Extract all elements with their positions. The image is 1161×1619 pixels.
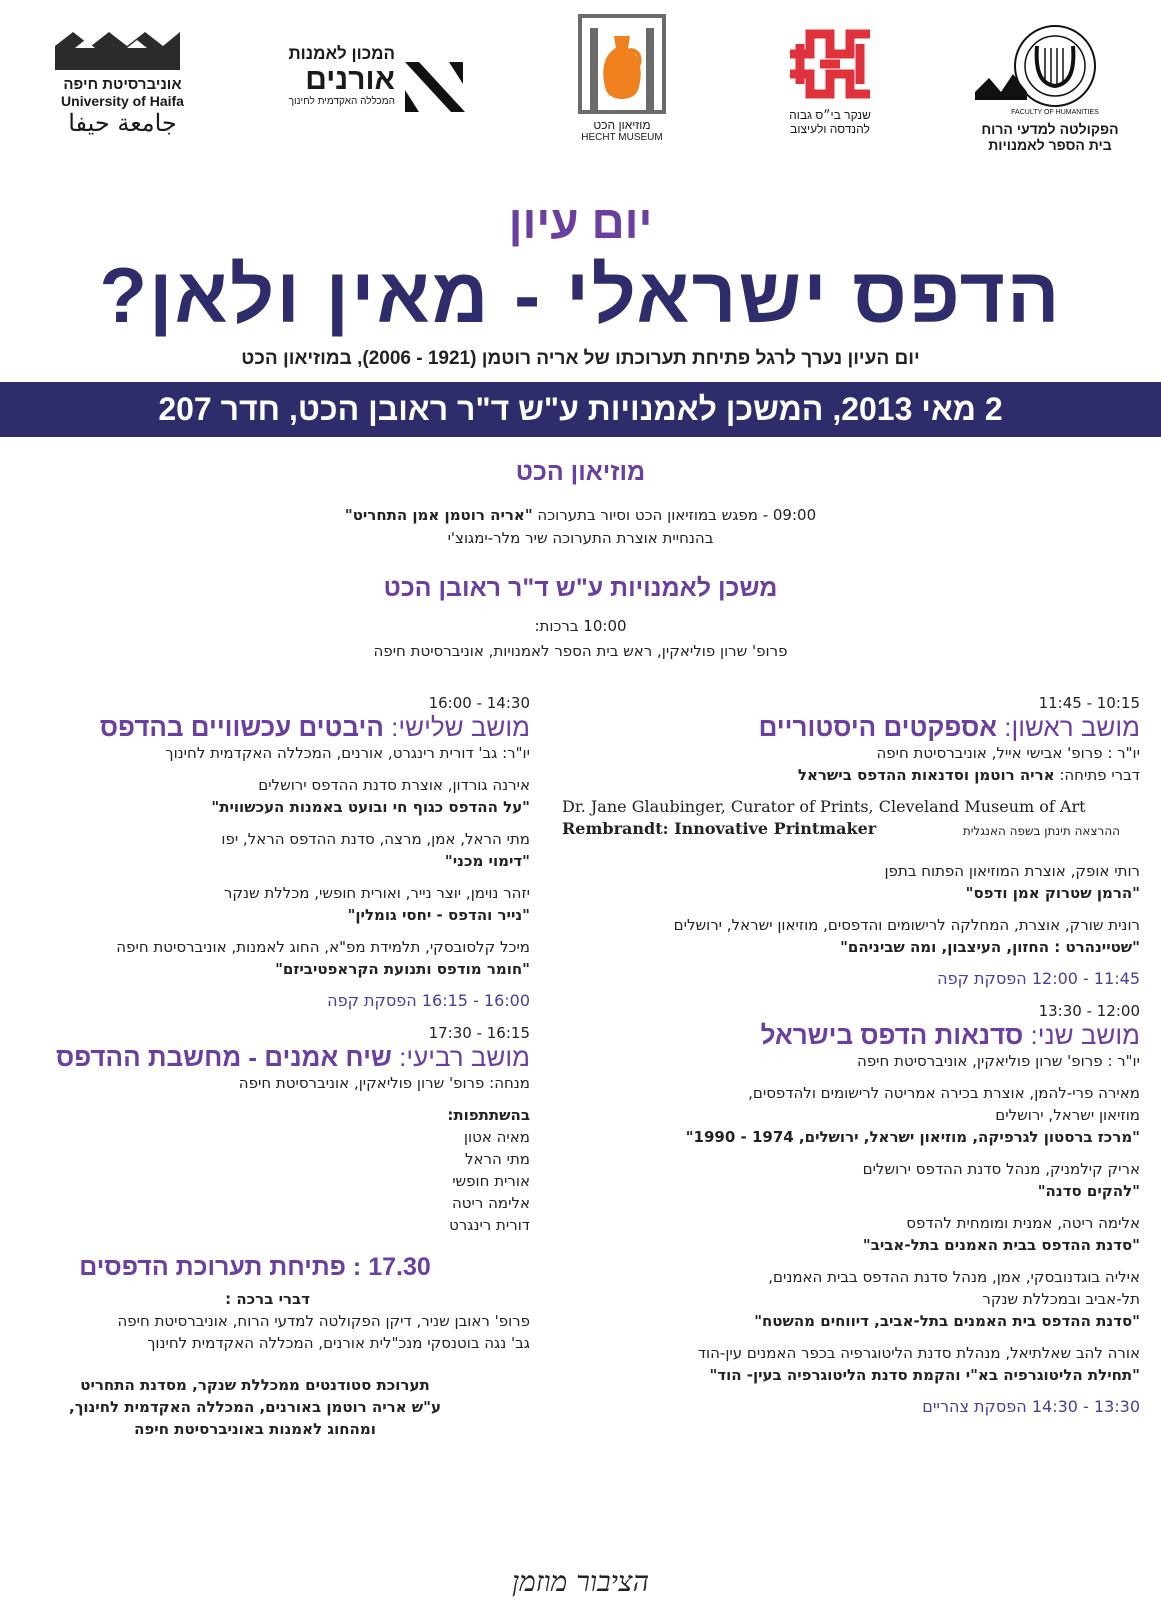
- students-line3: ומהחוג לאמנות באוניברסיטת חיפה: [134, 1420, 376, 1438]
- session2-title5: "תחילת הליטוגרפיה בא"י והקמת סדנת הליטוגרפיה בעין- הוד": [709, 1366, 1140, 1384]
- session4-moderator: מנחה: פרופ' שרון פוליאקין, אוניברסיטת חיפה: [238, 1074, 530, 1092]
- shenkar-knot-icon: [780, 24, 880, 104]
- greetings-label: דברי ברכה :: [225, 1290, 310, 1308]
- session1-en-row: [562, 818, 1140, 840]
- event-title: הדפס ישראלי - מאין ולאן?: [99, 251, 1062, 339]
- session1-title3: "שטיינהרט : החזון, העיצבון, ומה שביניהם": [840, 938, 1140, 956]
- session3-title: [20, 712, 530, 742]
- session2-speaker5: אורה להב שאלתיאל, מנהלת סדנת הליטוגרפיה בכפר האמנים עין-הוד: [697, 1344, 1140, 1362]
- museum-line1: [0, 506, 1161, 524]
- session3-title4: "חומר מודפס ותנועת הקראפטיביזם": [275, 960, 530, 978]
- mishkan-line2: פרופ' שרון פוליאקין, ראש בית הספר לאמנויות, אוניברסיטת חיפה: [373, 642, 788, 660]
- lunch-break: 13:30 - 14:30 הפסקת צהריים: [922, 1397, 1140, 1416]
- event-subtitle: יום עיון: [508, 196, 653, 248]
- oranim-logo: [255, 44, 475, 134]
- haifa-name-he: אוניברסיטת חיפה: [63, 76, 182, 93]
- session1-speaker2: רותי אופק, אוצרת המוזיאון הפתוח בתפן: [884, 862, 1140, 880]
- oranim-aleph-icon: [405, 62, 465, 112]
- session2-title4: "סדנת ההדפס בית האמנים בתל-אביב, דיווחים מהשטח": [754, 1312, 1140, 1330]
- session2-chair: יו"ר : פרופ' שרון פוליאקין, אוניברסיטת חיפה: [857, 1052, 1140, 1070]
- session3-chair: יו"ר: גב' דורית רינגרט, אורנים, המכללה האקדמית לחינוך: [165, 744, 530, 762]
- session1-en-speaker: Dr. Jane Glaubinger, Curator of Prints, Cleveland Museum of Art: [562, 797, 1086, 816]
- session3-speaker2: מתי הראל, אמן, מרצה, סדנת ההדפס הראל, יפו: [221, 830, 530, 848]
- haifa-name-ar: جامعة حيفا: [68, 109, 177, 137]
- participant: מתי הראל: [465, 1150, 530, 1168]
- session4-name: שיח אמנים - מחשבת ההדפס: [56, 1042, 392, 1072]
- coffee-break-1: 11:45 - 12:00 הפסקת קפה: [937, 969, 1140, 988]
- session3-label: מושב שלישי:: [383, 712, 530, 742]
- shenkar-line1: שנקר בי״ס גבוה: [789, 108, 871, 122]
- mishkan-heading: משכן לאמנויות ע"ש ד"ר ראובן הכט: [383, 574, 778, 602]
- session1-chair: יו"ר : פרופ' אבישי אייל, אוניברסיטת חיפה: [876, 744, 1140, 762]
- hecht-jug-icon: [578, 14, 666, 114]
- session1-speaker3: רונית שורק, אוצרת, המחלקה לרישומים והדפסים, מוזיאון ישראל, ירושלים: [673, 916, 1140, 934]
- session2-title3: "סדנת ההדפס בבית האמנים בתל-אביב": [862, 1236, 1140, 1254]
- session3-name: היבטים עכשוויים בהדפס: [99, 712, 384, 742]
- session2-speaker4a: איליה בוגדנובסקי, אמן, מנהל סדנת ההדפס בבית האמנים,: [768, 1268, 1140, 1286]
- footer-invitation: הציבור מוזמן: [511, 1565, 650, 1598]
- faculty-line2: בית הספר לאמנויות: [988, 137, 1112, 153]
- session1-title: [562, 712, 1140, 742]
- session4-label: מושב רביעי:: [391, 1042, 530, 1072]
- oranim-line2: אורנים: [305, 63, 395, 96]
- participant: אורית חופשי: [452, 1172, 530, 1190]
- session3-title2: "דימוי מכני": [444, 852, 530, 870]
- session2-time: 12:00 - 13:30: [1038, 1002, 1140, 1020]
- session1-opening: [562, 764, 1140, 786]
- session2-speaker1b: מוזיאון ישראל, ירושלים: [995, 1106, 1140, 1124]
- opening-heading: 17.30 : פתיחת תערוכת הדפסים: [79, 1253, 431, 1281]
- exhibition-title: "אריה רוטמן אמן התחריט": [344, 506, 533, 524]
- haifa-building-icon: [55, 24, 180, 72]
- session2-speaker2: אריק קילמניק, מנהל סדנת ההדפס ירושלים: [862, 1160, 1140, 1178]
- faculty-lyre-icon: [975, 22, 1125, 117]
- students-line2: ע"ש אריה רוטמן באורנים, המכללה האקדמית לחינוך,: [69, 1398, 441, 1416]
- faculty-en-text: FACULTY OF HUMANITIES: [1011, 109, 1099, 116]
- session2-speaker4b: תל-אביב ובמכללת שנקר: [982, 1290, 1140, 1308]
- participant: אלימה ריטה: [451, 1194, 530, 1212]
- oranim-line3: המכללה האקדמית לחינוך: [288, 96, 395, 107]
- session1-en-title: Rembrandt: Innovative Printmaker: [562, 819, 877, 838]
- museum-line1-text: 09:00 - מפגש במוזיאון הכט וסיור בתערוכה: [532, 506, 817, 524]
- coffee-break-2: 16:00 - 16:15 הפסקת קפה: [327, 991, 530, 1010]
- participants-label: בהשתתפות:: [447, 1106, 530, 1124]
- session3-title3: "נייר והדפס - יחסי גומלין": [347, 906, 530, 924]
- session2-title1: "מרכז ברסטון לגרפיקה, מוזיאון ישראל, ירושלים, 1974 - 1990": [685, 1128, 1140, 1146]
- faculty-line1: הפקולטה למדעי הרוח: [981, 121, 1119, 137]
- haifa-name-en: University of Haifa: [61, 93, 184, 109]
- participant: דורית רינגרט: [449, 1216, 530, 1234]
- greeting-1: פרופ' ראובן שניר, דיקן הפקולטה למדעי הרוח, אוניברסיטת חיפה: [117, 1312, 530, 1330]
- museum-heading: מוזיאון הכט: [515, 458, 646, 486]
- session1-time: 10:15 - 11:45: [1038, 694, 1140, 712]
- students-line1: תערוכת סטודנטים ממכללת שנקר, מסדנת התחריט: [80, 1376, 430, 1394]
- session4-time: 16:15 - 17:30: [428, 1024, 530, 1042]
- session1-opening-title: אריה רוטמן וסדנאות ההדפס בישראל: [797, 766, 1055, 784]
- museum-line2: בהנחיית אוצרת התערוכה שיר מלר-ימגוצ'י: [447, 529, 714, 547]
- right-column: [562, 692, 1140, 1418]
- session3-time: 14:30 - 16:00: [428, 694, 530, 712]
- hecht-logo: [578, 14, 666, 144]
- session3-speaker3: יזהר נוימן, יוצר נייר, ואורית חופשי, מכללת שנקר: [223, 884, 530, 902]
- participant: מאיה אטון: [463, 1128, 530, 1146]
- session2-speaker1a: מאירה פרי-להמן, אוצרת בכירה אמריטה לרישומים ולהדפסים,: [748, 1084, 1140, 1102]
- logos-row: [0, 14, 1161, 164]
- session1-name: אספקטים היסטוריים: [758, 712, 997, 742]
- session3-speaker4: מיכל קלסובסקי, תלמידת מפ"א, החוג לאמנות, אוניברסיטת חיפה: [116, 938, 530, 956]
- event-intro: יום העיון נערך לרגל פתיחת תערוכתו של אריה רוטמן (1921 - 2006), במוזיאון הכט: [241, 348, 920, 369]
- session2-label: מושב שני:: [1023, 1020, 1140, 1050]
- session1-en-note: ההרצאה תינתן בשפה האנגלית: [962, 824, 1120, 838]
- session3-speaker1: אירנה גורדון, אוצרת סדנת ההדפס ירושלים: [258, 776, 530, 794]
- left-column: [20, 692, 530, 1440]
- session1-title2: "הרמן שטרוק אמן ודפס": [965, 884, 1140, 902]
- faculty-logo: [975, 22, 1125, 172]
- mishkan-line1: 10:00 ברכות:: [534, 617, 627, 635]
- session2-name: סדנאות הדפס בישראל: [760, 1020, 1024, 1050]
- shenkar-line2: להנדסה ולעיצוב: [790, 122, 870, 136]
- oranim-line1: המכון לאמנות: [288, 44, 395, 63]
- shenkar-logo: [770, 24, 890, 154]
- date-banner: 2 מאי 2013, המשכן לאמנויות ע"ש ד"ר ראובן הכט, חדר 207: [0, 382, 1161, 437]
- greeting-2: גב' נגה בוטנסקי מנכ"לית אורנים, המכללה האקדמית לחינוך: [147, 1334, 530, 1352]
- session1-opening-label: דברי פתיחה:: [1054, 766, 1140, 784]
- session4-title: [20, 1042, 530, 1072]
- hecht-name-en: HECHT MUSEUM: [581, 132, 663, 143]
- session2-title: [562, 1020, 1140, 1050]
- session2-title2: "להקים סדנה": [1037, 1182, 1140, 1200]
- session3-title1: "על ההדפס כגוף חי ובועט באמנות העכשווית": [211, 798, 530, 816]
- haifa-logo: [55, 24, 190, 154]
- hecht-name-he: מוזיאון הכט: [593, 118, 651, 132]
- session1-label: מושב ראשון:: [997, 712, 1140, 742]
- session2-speaker3: אלימה ריטה, אמנית ומומחית להדפס: [906, 1214, 1140, 1232]
